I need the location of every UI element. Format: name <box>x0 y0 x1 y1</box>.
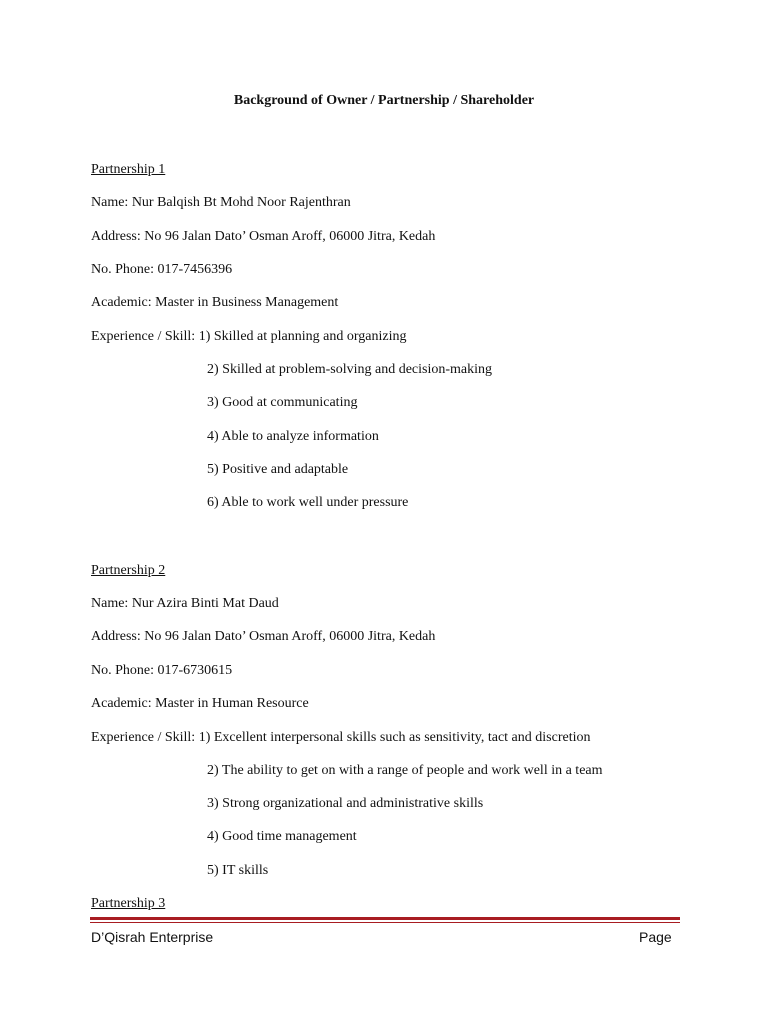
partnership-1-academic: Academic: Master in Business Management <box>91 295 339 310</box>
skill-item: 3) Good at communicating <box>207 395 358 410</box>
partnership-1-heading: Partnership 1 <box>91 162 166 177</box>
footer-divider <box>90 917 680 920</box>
partnership-1-name: Name: Nur Balqish Bt Mohd Noor Rajenthran <box>91 195 351 210</box>
partnership-2-name: Name: Nur Azira Binti Mat Daud <box>91 596 279 611</box>
skill-item: 5) IT skills <box>207 863 269 878</box>
partnership-2-address: Address: No 96 Jalan Dato’ Osman Aroff, 06000 Jitra, Kedah <box>91 629 436 644</box>
footer-page-label: Page <box>639 929 672 945</box>
document-title: Background of Owner / Partnership / Shareholder <box>233 93 535 108</box>
partnership-3-heading: Partnership 3 <box>91 896 166 911</box>
partnership-2-heading: Partnership 2 <box>91 563 166 578</box>
partnership-2-academic: Academic: Master in Human Resource <box>91 696 309 711</box>
partnership-1-phone: No. Phone: 017-7456396 <box>91 262 233 277</box>
skill-item: 4) Good time management <box>207 829 357 844</box>
partnership-2-experience <box>91 729 590 747</box>
skill-item: 1) Excellent interpersonal skills such as sensitivity, tact and discretion <box>198 730 591 745</box>
skill-item: 4) Able to analyze information <box>207 429 379 444</box>
skill-item: 2) Skilled at problem-solving and decision-making <box>207 362 493 377</box>
partnership-2-phone: No. Phone: 017-6730615 <box>91 663 233 678</box>
experience-label: Experience / Skill: <box>91 329 199 344</box>
skill-item: 3) Strong organizational and administrative skills <box>207 796 484 811</box>
skill-item: 5) Positive and adaptable <box>207 462 349 477</box>
skill-item: 6) Able to work well under pressure <box>207 495 409 510</box>
skill-item: 2) The ability to get on with a range of people and work well in a team <box>207 763 603 778</box>
footer-company: D’Qisrah Enterprise <box>91 929 214 945</box>
partnership-1-address: Address: No 96 Jalan Dato’ Osman Aroff, 06000 Jitra, Kedah <box>91 229 436 244</box>
skill-item: 1) Skilled at planning and organizing <box>198 329 407 344</box>
partnership-1-experience <box>91 328 406 346</box>
footer-divider-thin <box>90 922 680 923</box>
experience-label: Experience / Skill: <box>91 730 199 745</box>
